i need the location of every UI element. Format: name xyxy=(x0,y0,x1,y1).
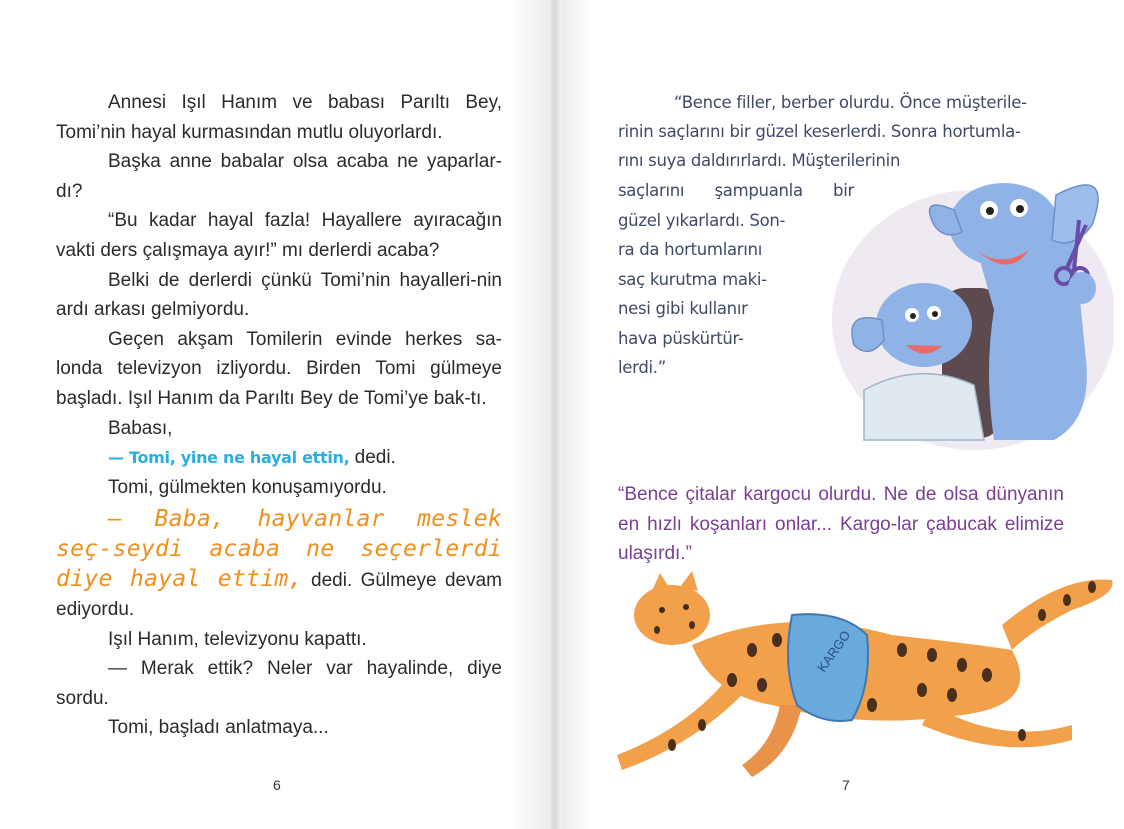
page-shadow xyxy=(508,0,548,829)
cargo-label: KARGO xyxy=(814,627,854,675)
elephant-text-line: rinin saçlarını bir güzel keserlerdi. Sonra hortumla- xyxy=(618,122,1021,141)
barber-elephant-head xyxy=(949,183,1059,267)
barber-cape xyxy=(864,374,984,440)
left-text-block xyxy=(56,88,502,743)
customer-elephant-head xyxy=(876,283,972,367)
barber-elephant-hand xyxy=(1068,272,1096,304)
father-quote: — Tomi, yine ne hayal ettin, xyxy=(108,448,350,468)
paragraph: Belki de derlerdi çünkü Tomi’nin hayalleri-nin ardı arkası gelmiyordu. xyxy=(56,269,502,321)
cheetah-ear xyxy=(652,573,670,591)
paragraph: “Bu kadar hayal fazla! Hayallere ayıracağın vakti ders çalışmaya ayır!” mı derlerdi acaba? xyxy=(56,210,502,261)
cheetah-head xyxy=(634,585,710,645)
paragraph: Babası, xyxy=(108,417,173,439)
page-shadow xyxy=(562,0,592,829)
pupil xyxy=(910,313,916,319)
right-page xyxy=(562,0,1124,829)
pupil xyxy=(986,207,994,215)
paragraph: Başka anne babalar olsa acaba ne yaparlar-dı? xyxy=(56,151,502,202)
paragraph: Işıl Hanım, televizyonu kapattı. xyxy=(108,628,367,650)
eye-icon xyxy=(683,604,689,610)
elephant-text-line: “Bence filler, berber olurdu. Önce müşterile- xyxy=(674,93,1027,112)
elephant-text-line: saçlarını şampuanla bir xyxy=(618,181,854,200)
paragraph: Tomi, başladı anlatmaya... xyxy=(108,717,329,739)
elephant-text-line: hava püskürtür- xyxy=(618,328,744,348)
cheetah-courier-illustration xyxy=(602,555,1122,785)
elephant-text-line: ra da hortumlarını xyxy=(618,240,763,259)
cheetah-text: “Bence çitalar kargocu olurdu. Ne de olsa dünyanın en hızlı koşanları onlar... Kargo-lar çabucak elimize ulaşırdı.” xyxy=(618,484,1064,565)
elephant-text-line: saç kurutma maki- xyxy=(618,269,767,289)
customer-elephant-trunk xyxy=(852,318,884,352)
father-dialogue xyxy=(56,443,502,473)
paragraph: — Merak ettik? Neler var hayalinde, diye sordu. xyxy=(56,658,502,709)
paragraph: Annesi Işıl Hanım ve babası Parıltı Bey, Tomi’nin hayal kurmasından mutlu oluyorlardı. xyxy=(56,92,502,143)
left-page xyxy=(0,0,548,829)
elephant-text-line: güzel yıkarlardı. Son- xyxy=(618,210,786,230)
cheetah-leg xyxy=(742,705,802,777)
tomi-dialogue xyxy=(56,506,502,624)
tomi-quote-tail: dedi. Gülmeye devam ediyordu. xyxy=(56,569,502,621)
elephant-text-line: lerdi.” xyxy=(618,358,666,377)
paragraph: Geçen akşam Tomilerin evinde herkes sa-londa televizyon izliyordu. Birden Tomi gülmeye başladı. Işıl Hanım da Parıltı Bey de Tomi’ye bak-tı. xyxy=(56,328,502,409)
cheetah-front-leg xyxy=(617,685,742,770)
eye-icon xyxy=(659,607,665,613)
elephant-text-wrap xyxy=(618,176,854,383)
tomi-quote: — Baba, hayvanlar meslek seç-seydi acaba ne seçerlerdi diye hayal ettim, xyxy=(56,506,502,592)
barber-elephant-ear xyxy=(1052,185,1098,243)
elephant-text-line: rını suya daldırırlardı. Müşterilerinin xyxy=(618,151,901,170)
page-number-left: 6 xyxy=(273,777,281,793)
page-number-right: 7 xyxy=(842,777,850,793)
elephant-barber-illustration xyxy=(824,170,1114,460)
book-gutter xyxy=(548,0,562,829)
pupil xyxy=(1016,205,1024,213)
elephant-text-line: nesi gibi kullanır xyxy=(618,299,748,318)
paragraph: Tomi, gülmekten konuşamıyordu. xyxy=(108,476,387,498)
father-quote-tail: dedi. xyxy=(349,447,396,469)
pupil xyxy=(932,311,938,317)
cheetah-tail xyxy=(1002,580,1113,650)
